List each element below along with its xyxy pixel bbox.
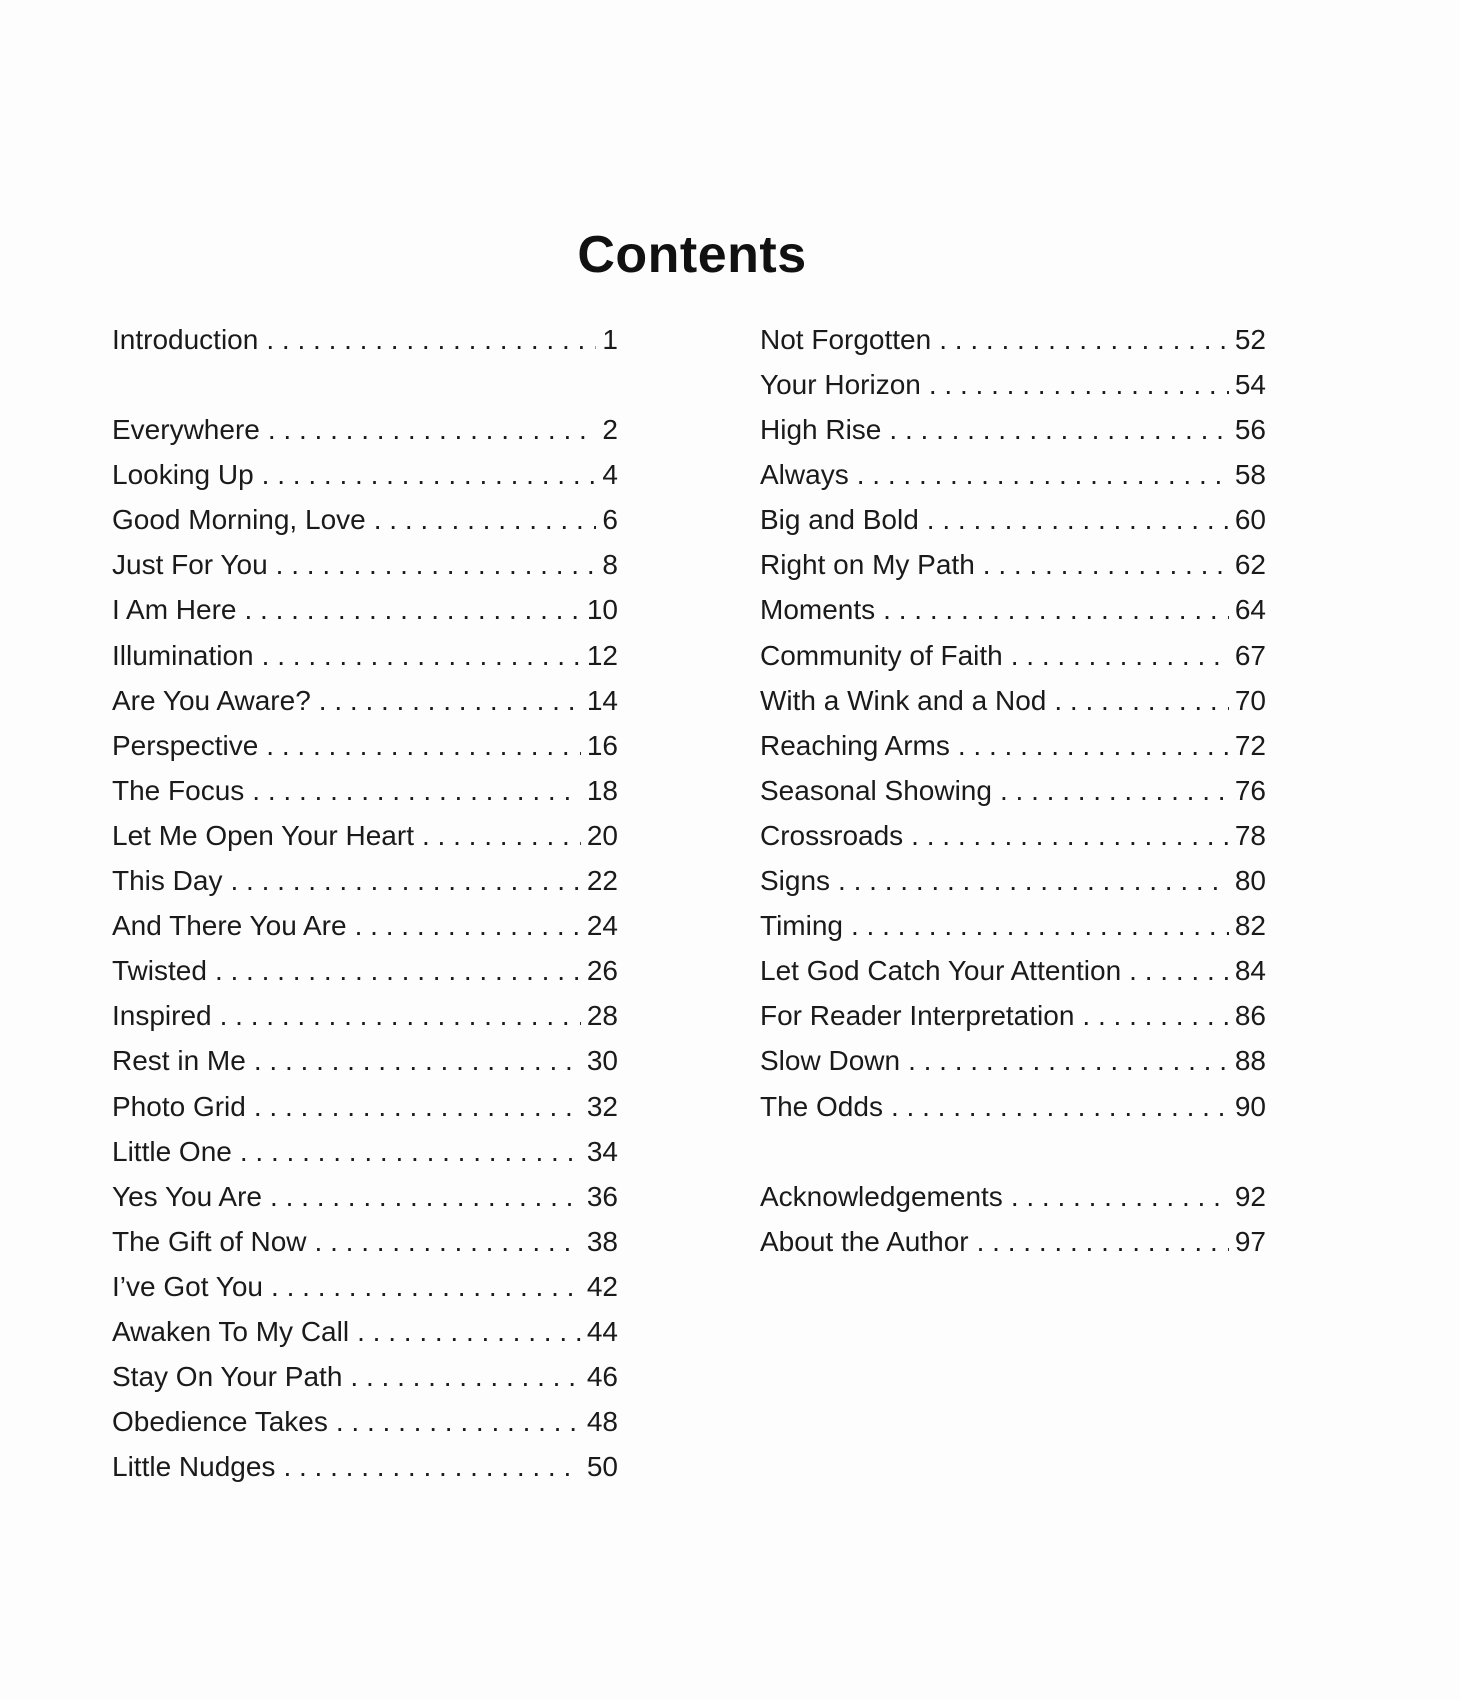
toc-entry-title: This Day (112, 865, 223, 896)
toc-entry-page-number: 10 (586, 594, 618, 625)
toc-entry-page-number: 84 (1234, 955, 1266, 986)
dot-leader (276, 545, 597, 585)
toc-entry (112, 681, 618, 721)
toc-entry (760, 410, 1266, 450)
toc-entry-page-number: 97 (1234, 1226, 1266, 1257)
toc-entry-page-number: 42 (586, 1271, 618, 1302)
toc-entry-page-number: 70 (1234, 685, 1266, 716)
dot-leader (857, 455, 1229, 495)
dot-leader (270, 1177, 581, 1217)
dot-leader (1054, 681, 1229, 721)
toc-entry (760, 726, 1266, 766)
toc-entry (760, 545, 1266, 585)
toc-entry-page-number: 72 (1234, 730, 1266, 761)
toc-entry (112, 1041, 618, 1081)
page-title: Contents (577, 226, 807, 284)
toc-entry (112, 1447, 618, 1487)
toc-entry-page-number: 64 (1234, 594, 1266, 625)
toc-entry-page-number: 48 (586, 1406, 618, 1437)
toc-entry (760, 320, 1266, 360)
dot-leader (889, 410, 1228, 450)
dot-leader (357, 1312, 581, 1352)
dot-leader (929, 365, 1229, 405)
toc-entry (760, 906, 1266, 946)
toc-entry-title: Little Nudges (112, 1451, 276, 1482)
toc-entry-page-number: 50 (586, 1451, 618, 1482)
dot-leader (220, 996, 581, 1036)
toc-entry (112, 590, 618, 630)
toc-entry-page-number: 46 (586, 1361, 618, 1392)
toc-entry-title: Inspired (112, 1000, 212, 1031)
toc-entry-title: Crossroads (760, 820, 904, 851)
dot-leader (254, 1041, 581, 1081)
toc-entry-page-number: 2 (602, 414, 618, 445)
toc-entry-page-number: 22 (586, 865, 618, 896)
toc-entry (760, 1177, 1266, 1217)
toc-entry-page-number: 56 (1234, 414, 1266, 445)
toc-entry-title: Signs (760, 865, 831, 896)
toc-entry (760, 1087, 1266, 1127)
toc-entry-title: I Am Here (112, 594, 237, 625)
dot-leader (215, 951, 581, 991)
toc-entry (760, 590, 1266, 630)
toc-entry (112, 906, 618, 946)
toc-entry-page-number: 92 (1234, 1181, 1266, 1212)
toc-entry (112, 455, 618, 495)
toc-entry-title: Slow Down (760, 1045, 901, 1076)
toc-entry-page-number: 62 (1234, 549, 1266, 580)
toc-entry-title: Good Morning, Love (112, 504, 366, 535)
toc-entry-title: The Focus (112, 775, 245, 806)
toc-entry-title: Introduction (112, 324, 259, 355)
toc-entry-page-number: 78 (1234, 820, 1266, 851)
toc-entry-title: Moments (760, 594, 876, 625)
toc-entry-page-number: 58 (1234, 459, 1266, 490)
toc-entry (112, 861, 618, 901)
dot-leader (883, 590, 1229, 630)
toc-entry-page-number: 60 (1234, 504, 1266, 535)
toc-entry (112, 1132, 618, 1172)
dot-leader (244, 590, 580, 630)
toc-entry-page-number: 24 (586, 910, 618, 941)
dot-leader (252, 771, 581, 811)
toc-entry-title: Timing (760, 910, 843, 941)
toc-entry-title: Reaching Arms (760, 730, 950, 761)
toc-entry (760, 1222, 1266, 1262)
toc-entry-title: Yes You Are (112, 1181, 263, 1212)
toc-entry-title: I’ve Got You (112, 1271, 264, 1302)
toc-entry-title: About the Author (760, 1226, 969, 1257)
toc-entry (760, 816, 1266, 856)
dot-leader (977, 1222, 1229, 1262)
dot-leader (336, 1402, 581, 1442)
toc-entry-page-number: 36 (586, 1181, 618, 1212)
dot-leader (1129, 951, 1229, 991)
toc-entry (760, 500, 1266, 540)
dot-leader (838, 861, 1229, 901)
dot-leader (374, 500, 597, 540)
toc-entry-page-number: 14 (586, 685, 618, 716)
toc-entry-page-number: 67 (1234, 640, 1266, 671)
dot-leader (283, 1447, 580, 1487)
toc-entry-page-number: 4 (602, 459, 618, 490)
toc-entry-page-number: 80 (1234, 865, 1266, 896)
dot-leader (230, 861, 580, 901)
toc-entry-page-number: 30 (586, 1045, 618, 1076)
dot-leader (262, 636, 581, 676)
toc-entry-page-number: 82 (1234, 910, 1266, 941)
toc-entry (760, 771, 1266, 811)
toc-entry-title: Rest in Me (112, 1045, 246, 1076)
dot-leader (1011, 1177, 1229, 1217)
dot-leader (1082, 996, 1228, 1036)
toc-entry (112, 771, 618, 811)
toc-entry-title: The Odds (760, 1091, 883, 1122)
dot-leader (266, 320, 596, 360)
dot-leader (908, 1041, 1229, 1081)
toc-entry-title: Acknowledgements (760, 1181, 1003, 1212)
toc-entry-page-number: 8 (602, 549, 618, 580)
dot-leader (350, 1357, 580, 1397)
dot-leader (262, 455, 597, 495)
toc-entry (760, 861, 1266, 901)
dot-leader (422, 816, 581, 856)
toc-entry-page-number: 88 (1234, 1045, 1266, 1076)
toc-entry-page-number: 16 (586, 730, 618, 761)
dot-leader (958, 726, 1229, 766)
toc-entry-page-number: 38 (586, 1226, 618, 1257)
toc-entry-title: Everywhere (112, 414, 260, 445)
toc-entry-page-number: 28 (586, 1000, 618, 1031)
toc-entry (112, 951, 618, 991)
toc-entry-title: Awaken To My Call (112, 1316, 350, 1347)
toc-entry (760, 636, 1266, 676)
toc-entry-title: Are You Aware? (112, 685, 311, 716)
toc-entry-title: Right on My Path (760, 549, 975, 580)
toc-entry-title: Always (760, 459, 849, 490)
toc-entry-title: Stay On Your Path (112, 1361, 343, 1392)
toc-entry-title: Twisted (112, 955, 207, 986)
toc-entry-title: Illumination (112, 640, 254, 671)
toc-entry-title: Seasonal Showing (760, 775, 992, 806)
toc-entry (112, 1312, 618, 1352)
toc-entry (112, 410, 618, 450)
toc-entry-page-number: 54 (1234, 369, 1266, 400)
toc-entry (760, 681, 1266, 721)
dot-leader (927, 500, 1229, 540)
toc-entry (112, 545, 618, 585)
toc-entry-page-number: 44 (586, 1316, 618, 1347)
toc-entry (112, 726, 618, 766)
toc-entry-page-number: 12 (586, 640, 618, 671)
toc-entry-page-number: 34 (586, 1136, 618, 1167)
dot-leader (268, 410, 597, 450)
dot-leader (240, 1132, 581, 1172)
toc-entry-title: Let Me Open Your Heart (112, 820, 414, 851)
toc-entry-page-number: 20 (586, 820, 618, 851)
dot-leader (315, 1222, 581, 1262)
toc-entry-title: And There You Are (112, 910, 347, 941)
toc-entry-title: The Gift of Now (112, 1226, 307, 1257)
toc-entry-title: Little One (112, 1136, 232, 1167)
toc-entry-title: Looking Up (112, 459, 254, 490)
toc-entry (112, 636, 618, 676)
dot-leader (266, 726, 581, 766)
dot-leader (939, 320, 1229, 360)
toc-entry-page-number: 52 (1234, 324, 1266, 355)
dot-leader (891, 1087, 1229, 1127)
toc-entry-title: Obedience Takes (112, 1406, 328, 1437)
toc-entry-title: For Reader Interpretation (760, 1000, 1075, 1031)
toc-entry-title: With a Wink and a Nod (760, 685, 1047, 716)
toc-entry (112, 1222, 618, 1262)
dot-leader (1000, 771, 1229, 811)
dot-leader (271, 1267, 581, 1307)
toc-entry-title: Not Forgotten (760, 324, 932, 355)
toc-entry (112, 1267, 618, 1307)
toc-entry-title: Big and Bold (760, 504, 919, 535)
toc-entry (760, 365, 1266, 405)
toc-entry-page-number: 86 (1234, 1000, 1266, 1031)
toc-entry-title: Photo Grid (112, 1091, 246, 1122)
dot-leader (911, 816, 1229, 856)
toc-entry (112, 1357, 618, 1397)
toc-entry-page-number: 90 (1234, 1091, 1266, 1122)
toc-entry (760, 951, 1266, 991)
toc-entry-title: Community of Faith (760, 640, 1003, 671)
dot-leader (319, 681, 581, 721)
toc-entry-title: Just For You (112, 549, 268, 580)
toc-entry (112, 1177, 618, 1217)
toc-entry (760, 455, 1266, 495)
toc-entry (760, 996, 1266, 1036)
toc-entry-page-number: 76 (1234, 775, 1266, 806)
toc-entry-page-number: 1 (602, 324, 618, 355)
toc-entry-page-number: 32 (586, 1091, 618, 1122)
toc-entry-page-number: 18 (586, 775, 618, 806)
toc-entry (112, 500, 618, 540)
toc-entry-page-number: 6 (602, 504, 618, 535)
toc-entry-title: Your Horizon (760, 369, 921, 400)
toc-entry-page-number: 26 (586, 955, 618, 986)
toc-entry (760, 1041, 1266, 1081)
dot-leader (1011, 636, 1229, 676)
dot-leader (983, 545, 1229, 585)
dot-leader (851, 906, 1229, 946)
toc-entry (112, 816, 618, 856)
toc-entry (112, 1402, 618, 1442)
toc-entry (112, 1087, 618, 1127)
toc-entry-title: Let God Catch Your Attention (760, 955, 1122, 986)
dot-leader (254, 1087, 581, 1127)
toc-entry-title: High Rise (760, 414, 882, 445)
dot-leader (355, 906, 581, 946)
toc-entry (112, 320, 618, 360)
toc-entry-title: Perspective (112, 730, 259, 761)
toc-entry (112, 996, 618, 1036)
